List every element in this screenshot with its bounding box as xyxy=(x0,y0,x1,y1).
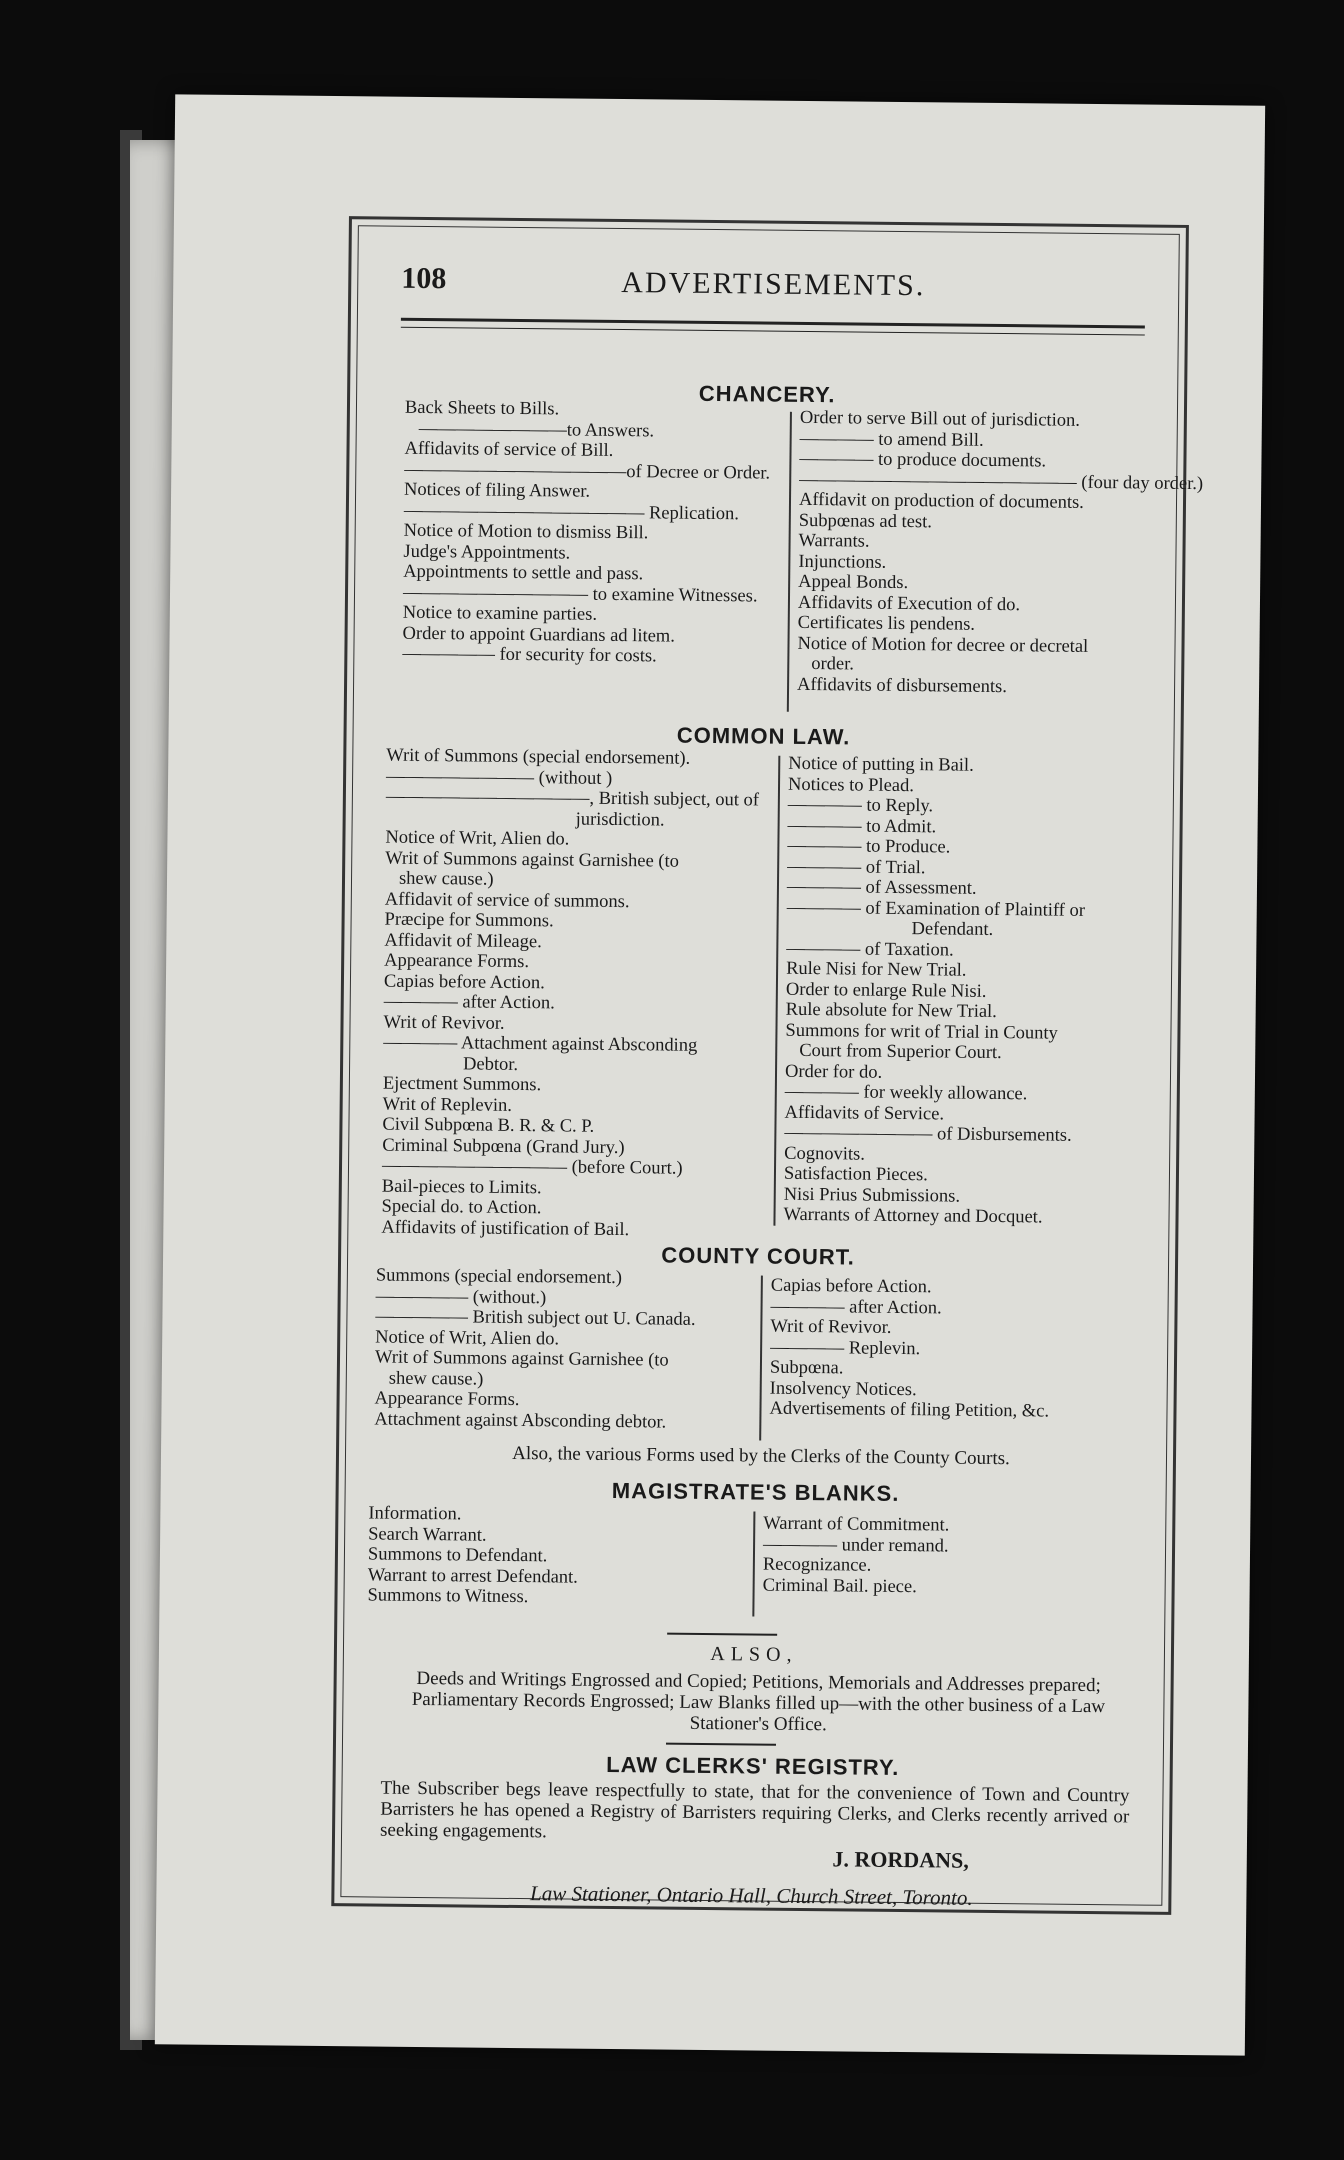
list-item: Notice of Writ, Alien do. xyxy=(385,827,570,850)
list-item: Rule absolute for New Trial. xyxy=(785,999,997,1022)
list-item: Affidavit of service of summons. xyxy=(384,889,630,912)
list-item: Rule Nisi for New Trial. xyxy=(786,958,967,981)
list-item: ———— after Action. xyxy=(770,1296,942,1318)
list-item: Criminal Bail. piece. xyxy=(762,1575,917,1597)
list-item: Order to serve Bill out of jurisdiction. xyxy=(799,407,1081,431)
list-item: Notice of Motion for decree or decretal xyxy=(797,633,1089,657)
page xyxy=(155,94,1265,2055)
list-item: ———————————, British subject, out of xyxy=(385,786,760,811)
list-item: Debtor. xyxy=(462,1053,519,1075)
signature: J. RORDANS, xyxy=(832,1846,969,1873)
list-item: Summons for writ of Trial in County xyxy=(785,1020,1058,1044)
list-item: ———— to produce documents. xyxy=(799,448,1047,472)
list-item: Special do. to Action. xyxy=(381,1196,542,1219)
list-item: Judge's Appointments. xyxy=(403,541,571,564)
list-item: Criminal Subpœna (Grand Jury.) xyxy=(382,1135,625,1158)
list-item: —————————— (before Court.) xyxy=(381,1155,683,1179)
list-item: ———— to Reply. xyxy=(787,794,934,817)
list-item: Notice of Motion to dismiss Bill. xyxy=(403,520,649,544)
page-header xyxy=(401,262,1145,310)
list-item: Recognizance. xyxy=(762,1554,872,1576)
list-item: Summons to Witness. xyxy=(367,1585,529,1608)
list-item: Writ of Summons against Garnishee (to xyxy=(374,1347,669,1371)
list-item: ———— of Taxation. xyxy=(786,938,954,961)
list-item: ———— to amend Bill. xyxy=(799,428,984,451)
list-item: shew cause.) xyxy=(388,1368,484,1390)
list-item: Affidavits of justification of Bail. xyxy=(381,1217,630,1240)
county-court-left-list xyxy=(374,1266,766,1434)
list-item: Writ of Summons against Garnishee (to xyxy=(385,848,680,872)
list-item: ————— (without.) xyxy=(375,1286,547,1308)
list-item: Order to appoint Guardians ad litem. xyxy=(402,623,675,647)
list-item: ————— for security for costs. xyxy=(402,643,657,667)
list-item: ———— under remand. xyxy=(762,1534,949,1557)
list-item: Subpœnas ad test. xyxy=(798,510,933,532)
list-item: Appearance Forms. xyxy=(374,1388,520,1411)
list-item: ————————————of Decree or Order. xyxy=(404,459,771,484)
list-item: Appeal Bonds. xyxy=(798,571,909,594)
county-court-title: COUNTY COURT. xyxy=(661,1242,855,1270)
list-item: ————————to Answers. xyxy=(418,418,655,441)
list-item: Notice to examine parties. xyxy=(402,602,598,625)
list-item: Bail-pieces to Limits. xyxy=(381,1176,542,1198)
list-item: ———— to Admit. xyxy=(787,815,937,837)
list-item: ———————— (without ) xyxy=(386,766,613,789)
list-item: ———— Attachment against Absconding xyxy=(383,1032,698,1056)
list-item: Notices to Plead. xyxy=(787,774,915,796)
list-item: —————————— to examine Witnesses. xyxy=(402,582,758,606)
list-item: Civil Subpœna B. R. & C. P. xyxy=(382,1114,595,1137)
list-item: Writ of Replevin. xyxy=(382,1094,513,1116)
list-item: ———— of Examination of Plaintiff or xyxy=(786,897,1086,921)
magistrates-right-list xyxy=(763,1514,1144,1600)
list-item: Affidavits of disbursements. xyxy=(796,674,1008,697)
list-item: Notice of Writ, Alien do. xyxy=(375,1327,560,1349)
common-law-title: COMMON LAW. xyxy=(676,722,851,750)
list-item: Back Sheets to Bills. xyxy=(404,397,560,420)
list-item: ———— after Action. xyxy=(383,991,555,1014)
list-item: Summons to Defendant. xyxy=(367,1544,548,1567)
list-item: Warrant of Commitment. xyxy=(763,1513,950,1536)
list-item: Order to enlarge Rule Nisi. xyxy=(785,979,987,1002)
list-item: Certificates lis pendens. xyxy=(797,612,976,635)
list-item: Affidavits of Execution of do. xyxy=(797,592,1021,615)
list-item: Warrants. xyxy=(798,530,870,552)
registry-text: The Subscriber begs leave respectfully to state, that for the convenience of Town and Country Barristers he has opened a Registry of Barristers requiring Clerks, and Clerks recently arrived or seeking engagements. xyxy=(379,1777,1130,1843)
list-item: Subpœna. xyxy=(769,1357,844,1379)
list-item: ————— British subject out U. Canada. xyxy=(375,1306,696,1330)
list-item: Search Warrant. xyxy=(368,1523,487,1546)
list-item: ———————— of Disbursements. xyxy=(784,1122,1072,1146)
list-item: Affidavit of Mileage. xyxy=(384,930,542,952)
list-item: ———— Replevin. xyxy=(770,1337,921,1359)
registry-title: LAW CLERKS' REGISTRY. xyxy=(606,1751,900,1781)
also-title: ALSO, xyxy=(710,1643,798,1666)
list-item: Affidavit on production of documents. xyxy=(798,489,1084,513)
list-item: Court from Superior Court. xyxy=(799,1040,1002,1064)
also-text: Deeds and Writings Engrossed and Copied; Petitions, Memorials and Addresses prepared; Parliamentary Records Engrossed; Law Blanks filled up—with the other business of a Law Stationer's Office. xyxy=(411,1667,1106,1736)
list-item: Ejectment Summons. xyxy=(382,1073,542,1096)
magistrates-title: MAGISTRATE'S BLANKS. xyxy=(611,1477,900,1507)
list-item: Information. xyxy=(368,1503,462,1525)
chancery-title: CHANCERY. xyxy=(698,380,836,408)
list-item: Affidavits of Service. xyxy=(784,1102,945,1124)
chancery-right-list xyxy=(796,407,1204,699)
list-item: Writ of Summons (special endorsement). xyxy=(386,745,691,769)
list-item: Warrants of Attorney and Docquet. xyxy=(783,1204,1043,1228)
list-item: Capias before Action. xyxy=(770,1275,932,1298)
list-item: Insolvency Notices. xyxy=(769,1378,917,1400)
list-item: Warrant to arrest Defendant. xyxy=(367,1564,578,1588)
list-item: Cognovits. xyxy=(784,1143,865,1165)
common-law-left-list xyxy=(381,746,781,1242)
list-item: ——————————————— (four day order.) xyxy=(799,469,1204,494)
list-item: ———— of Trial. xyxy=(787,856,926,878)
list-item: Appointments to settle and pass. xyxy=(403,561,644,585)
list-item: Notices of filing Answer. xyxy=(404,479,591,502)
county-court-right-list xyxy=(769,1276,1150,1423)
list-item: Satisfaction Pieces. xyxy=(783,1163,928,1186)
list-item: Nisi Prius Submissions. xyxy=(783,1184,961,1207)
list-item: ———— to Produce. xyxy=(787,835,951,858)
magistrates-left-list xyxy=(367,1503,748,1609)
list-item: Capias before Action. xyxy=(383,971,545,993)
page-number: 108 xyxy=(401,261,447,296)
list-item: shew cause.) xyxy=(398,868,494,890)
list-item: ———— of Assessment. xyxy=(786,876,977,899)
list-item: Writ of Revivor. xyxy=(770,1316,892,1338)
list-item: Injunctions. xyxy=(798,551,887,573)
advertisement-frame xyxy=(331,216,1204,1915)
address: Law Stationer, Ontario Hall, Church Street, Toronto. xyxy=(529,1881,973,1910)
running-title: ADVERTISEMENTS. xyxy=(621,266,926,303)
list-item: Appearance Forms. xyxy=(384,950,530,973)
common-law-right-list xyxy=(783,754,1158,1229)
list-item: Order for do. xyxy=(784,1061,883,1083)
list-item: Notice of putting in Bail. xyxy=(788,753,974,776)
list-item: Præcipe for Summons. xyxy=(384,909,554,932)
county-court-note: Also, the various Forms used by the Clerks of the County Courts. xyxy=(512,1442,1010,1470)
list-item: ————————————— Replication. xyxy=(403,500,740,524)
list-item: Defendant. xyxy=(911,919,994,940)
chancery-left-list xyxy=(402,398,785,668)
list-item: Affidavits of service of Bill. xyxy=(404,438,614,461)
list-item: Attachment against Absconding debtor. xyxy=(374,1409,667,1433)
list-item: Advertisements of filing Petition, &c. xyxy=(769,1398,1050,1422)
list-item: Summons (special endorsement.) xyxy=(375,1265,623,1289)
list-item: Writ of Revivor. xyxy=(383,1012,505,1034)
list-item: order. xyxy=(811,654,855,675)
list-item: jurisdiction. xyxy=(575,809,665,831)
list-item: ———— for weekly allowance. xyxy=(784,1081,1028,1105)
